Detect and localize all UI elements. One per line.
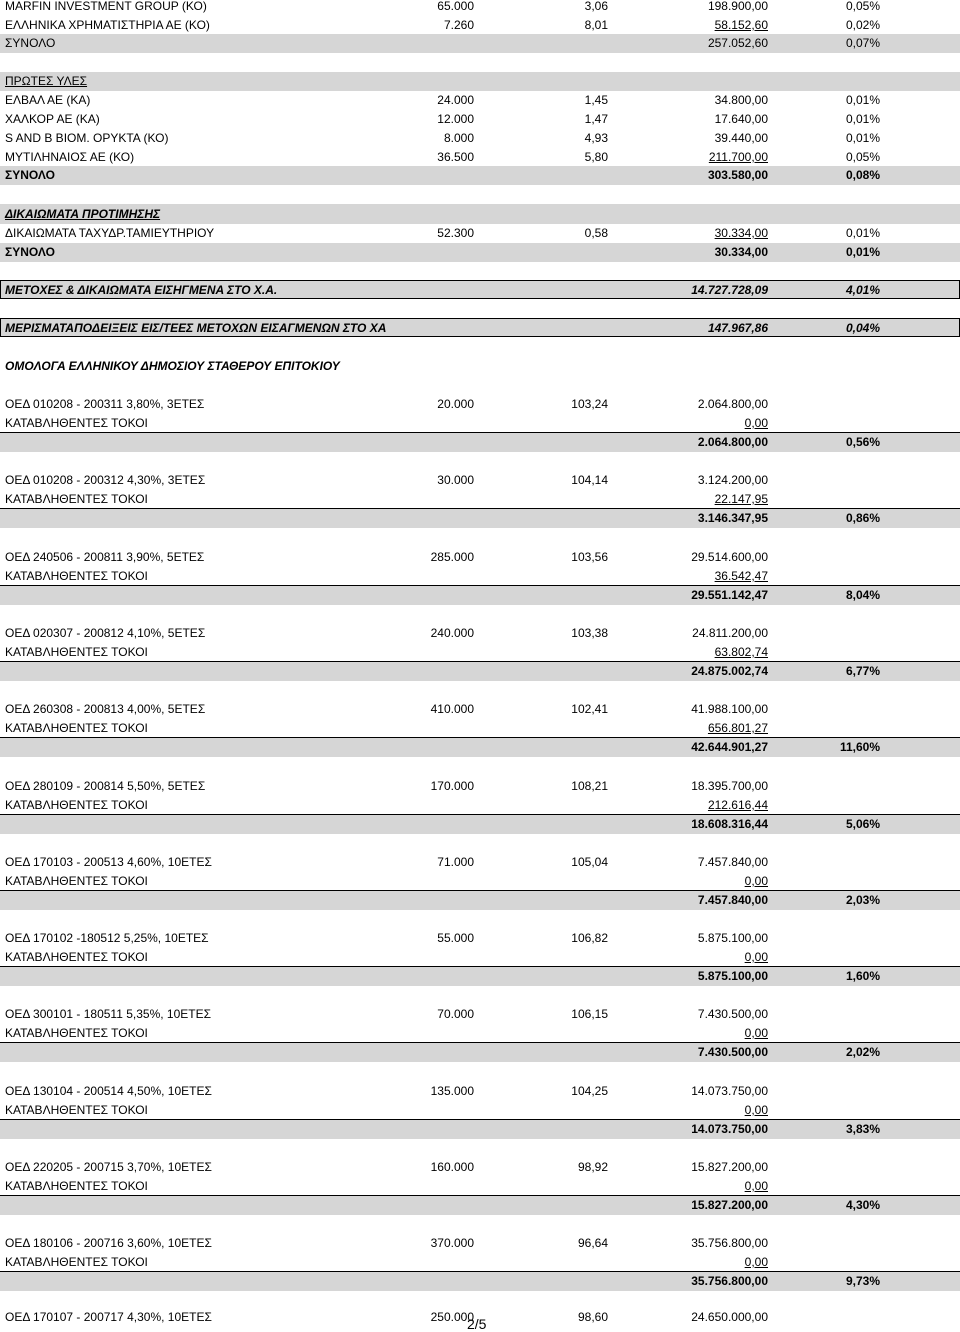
quantity: 52.300 bbox=[437, 226, 474, 240]
accrued-interest-row bbox=[0, 414, 960, 433]
section-header-rights bbox=[0, 205, 960, 224]
bond-name: ΟΕΔ 170103 - 200513 4,60%, 10ΕΤΕΣ bbox=[5, 855, 212, 869]
portfolio-percent: 0,02% bbox=[845, 18, 880, 32]
quantity: 7.260 bbox=[443, 18, 474, 32]
price: 105,04 bbox=[571, 855, 608, 869]
market-value: 14.073.750,00 bbox=[691, 1084, 768, 1098]
quantity: 30.000 bbox=[437, 473, 474, 487]
price: 106,82 bbox=[571, 931, 608, 945]
accrued-interest-row bbox=[0, 796, 960, 815]
accrued-label: ΚΑΤΑΒΛΗΘΕΝΤΕΣ ΤΟΚΟΙ bbox=[5, 721, 148, 735]
bond-total-percent: 8,04% bbox=[845, 588, 880, 602]
accrued-interest-row bbox=[0, 1101, 960, 1120]
bond-total-value: 3.146.347,95 bbox=[697, 511, 768, 525]
accrued-label: ΚΑΤΑΒΛΗΘΕΝΤΕΣ ΤΟΚΟΙ bbox=[5, 1103, 148, 1117]
bond-total-value: 7.457.840,00 bbox=[697, 893, 768, 907]
portfolio-percent: 0,01% bbox=[845, 226, 880, 240]
total-value: 303.580,00 bbox=[707, 168, 768, 182]
market-value: 198.900,00 bbox=[707, 0, 768, 13]
price: 98,92 bbox=[577, 1160, 608, 1174]
accrued-label: ΚΑΤΑΒΛΗΘΕΝΤΕΣ ΤΟΚΟΙ bbox=[5, 1255, 148, 1269]
market-value: 17.640,00 bbox=[714, 112, 768, 126]
price: 102,41 bbox=[571, 702, 608, 716]
dividends-summary-row bbox=[0, 319, 960, 338]
accrued-value: 0,00 bbox=[744, 950, 768, 964]
price: 104,25 bbox=[571, 1084, 608, 1098]
price: 98,60 bbox=[577, 1310, 608, 1324]
total-label: ΣΥΝΟΛΟ bbox=[5, 168, 55, 182]
bond-row bbox=[0, 1082, 960, 1101]
bond-total-value: 29.551.142,47 bbox=[691, 588, 768, 602]
quantity: 370.000 bbox=[430, 1236, 474, 1250]
bond-total-row bbox=[0, 433, 960, 452]
bond-name: ΟΕΔ 180106 - 200716 3,60%, 10ΕΤΕΣ bbox=[5, 1236, 212, 1250]
rights-total-row bbox=[0, 243, 960, 262]
bond-total-row bbox=[0, 1043, 960, 1062]
accrued-interest-row bbox=[0, 1024, 960, 1043]
bond-name: ΟΕΔ 260308 - 200813 4,00%, 5ΕΤΕΣ bbox=[5, 702, 206, 716]
stock-row bbox=[0, 16, 960, 35]
accrued-interest-row bbox=[0, 567, 960, 586]
bond-row bbox=[0, 853, 960, 872]
bond-total-value: 18.608.316,44 bbox=[691, 817, 768, 831]
accrued-label: ΚΑΤΑΒΛΗΘΕΝΤΕΣ ΤΟΚΟΙ bbox=[5, 645, 148, 659]
stock-row bbox=[0, 148, 960, 167]
total-value: 14.727.728,09 bbox=[691, 283, 768, 297]
security-name: ΕΛΛΗΝΙΚΑ ΧΡΗΜΑΤΙΣΤΗΡΙΑ ΑΕ (ΚΟ) bbox=[5, 18, 210, 32]
security-name: ΧΑΛΚΟΡ ΑΕ (ΚΑ) bbox=[5, 112, 100, 126]
price: 104,14 bbox=[571, 473, 608, 487]
bond-name: ΟΕΔ 220205 - 200715 3,70%, 10ΕΤΕΣ bbox=[5, 1160, 212, 1174]
bond-total-percent: 2,02% bbox=[845, 1045, 880, 1059]
bond-total-value: 5.875.100,00 bbox=[697, 969, 768, 983]
bond-total-row bbox=[0, 586, 960, 605]
bond-total-row bbox=[0, 1272, 960, 1291]
market-value: 18.395.700,00 bbox=[691, 779, 768, 793]
accrued-interest-row bbox=[0, 948, 960, 967]
market-value: 211.700,00 bbox=[708, 150, 768, 164]
section-title: ΔΙΚΑΙΩΜΑΤΑ ΠΡΟΤΙΜΗΣΗΣ bbox=[5, 207, 161, 221]
price: 103,38 bbox=[571, 626, 608, 640]
bond-name: ΟΕΔ 170107 - 200717 4,30%, 10ΕΤΕΣ bbox=[5, 1310, 212, 1324]
bond-total-row bbox=[0, 1120, 960, 1139]
market-value: 3.124.200,00 bbox=[697, 473, 768, 487]
bond-total-row bbox=[0, 738, 960, 757]
price: 1,47 bbox=[584, 112, 608, 126]
bond-total-percent: 2,03% bbox=[845, 893, 880, 907]
bond-total-row bbox=[0, 891, 960, 910]
quantity: 12.000 bbox=[437, 112, 474, 126]
accrued-value: 212.616,44 bbox=[707, 798, 768, 812]
bond-total-value: 15.827.200,00 bbox=[691, 1198, 768, 1212]
bond-total-value: 7.430.500,00 bbox=[697, 1045, 768, 1059]
price: 103,24 bbox=[571, 397, 608, 411]
section-title: ΠΡΩΤΕΣ ΥΛΕΣ bbox=[5, 74, 88, 88]
total-value: 147.967,86 bbox=[707, 321, 768, 335]
security-name: ΔΙΚΑΙΩΜΑΤΑ ΤΑΧΥΔΡ.ΤΑΜΙΕΥΤΗΡΙΟΥ bbox=[5, 226, 215, 240]
bond-total-percent: 9,73% bbox=[845, 1274, 880, 1288]
bond-row bbox=[0, 1158, 960, 1177]
market-value: 7.430.500,00 bbox=[697, 1007, 768, 1021]
price: 5,80 bbox=[584, 150, 608, 164]
bond-row bbox=[0, 929, 960, 948]
accrued-interest-row bbox=[0, 719, 960, 738]
accrued-value: 0,00 bbox=[744, 1026, 768, 1040]
accrued-value: 0,00 bbox=[744, 416, 768, 430]
security-name: MARFIN INVESTMENT GROUP (ΚΟ) bbox=[5, 0, 207, 13]
accrued-label: ΚΑΤΑΒΛΗΘΕΝΤΕΣ ΤΟΚΟΙ bbox=[5, 1026, 148, 1040]
accrued-interest-row bbox=[0, 1253, 960, 1272]
bond-total-row bbox=[0, 1196, 960, 1215]
accrued-label: ΚΑΤΑΒΛΗΘΕΝΤΕΣ ΤΟΚΟΙ bbox=[5, 416, 148, 430]
stock-row bbox=[0, 0, 960, 16]
accrued-label: ΚΑΤΑΒΛΗΘΕΝΤΕΣ ΤΟΚΟΙ bbox=[5, 1179, 148, 1193]
stock-row bbox=[0, 129, 960, 148]
section-title: ΟΜΟΛΟΓΑ ΕΛΛΗΝΙΚΟΥ ΔΗΜΟΣΙΟΥ ΣΤΑΘΕΡΟΥ ΕΠΙΤΟΚΙΟΥ bbox=[5, 359, 340, 373]
market-value: 30.334,00 bbox=[714, 226, 768, 240]
accrued-interest-row bbox=[0, 872, 960, 891]
total-percent: 0,04% bbox=[845, 321, 880, 335]
bond-row bbox=[0, 395, 960, 414]
accrued-interest-row bbox=[0, 1177, 960, 1196]
accrued-value: 656.801,27 bbox=[707, 721, 768, 735]
market-value: 24.650.000,00 bbox=[691, 1310, 768, 1324]
total-percent: 0,01% bbox=[845, 245, 880, 259]
accrued-label: ΚΑΤΑΒΛΗΘΕΝΤΕΣ ΤΟΚΟΙ bbox=[5, 492, 148, 506]
bond-name: ΟΕΔ 280109 - 200814 5,50%, 5ΕΤΕΣ bbox=[5, 779, 206, 793]
bond-total-value: 24.875.002,74 bbox=[691, 664, 768, 678]
bond-row bbox=[0, 1234, 960, 1253]
bond-name: ΟΕΔ 010208 - 200312 4,30%, 3ΕΤΕΣ bbox=[5, 473, 206, 487]
bond-total-row bbox=[0, 815, 960, 834]
bond-total-percent: 11,60% bbox=[839, 740, 880, 754]
quantity: 410.000 bbox=[430, 702, 474, 716]
bond-total-percent: 5,06% bbox=[845, 817, 880, 831]
accrued-value: 36.542,47 bbox=[714, 569, 768, 583]
market-value: 41.988.100,00 bbox=[691, 702, 768, 716]
accrued-value: 63.802,74 bbox=[714, 645, 768, 659]
bond-row bbox=[0, 777, 960, 796]
section-header-bonds bbox=[0, 357, 960, 376]
bond-name: ΟΕΔ 170102 -180512 5,25%, 10ΕΤΕΣ bbox=[5, 931, 209, 945]
bond-total-percent: 0,86% bbox=[845, 511, 880, 525]
price: 96,64 bbox=[577, 1236, 608, 1250]
bond-row bbox=[0, 1005, 960, 1024]
portfolio-percent: 0,05% bbox=[845, 0, 880, 13]
bond-name: ΟΕΔ 010208 - 200311 3,80%, 3ΕΤΕΣ bbox=[5, 397, 205, 411]
accrued-interest-row bbox=[0, 490, 960, 509]
bond-total-percent: 4,30% bbox=[845, 1198, 880, 1212]
price: 108,21 bbox=[571, 779, 608, 793]
total-percent: 0,07% bbox=[845, 36, 880, 50]
accrued-value: 0,00 bbox=[744, 1103, 768, 1117]
accrued-label: ΚΑΤΑΒΛΗΘΕΝΤΕΣ ΤΟΚΟΙ bbox=[5, 569, 148, 583]
bond-name: ΟΕΔ 300101 - 180511 5,35%, 10ΕΤΕΣ bbox=[5, 1007, 212, 1021]
bond-total-percent: 6,77% bbox=[845, 664, 880, 678]
section-header-raw-materials bbox=[0, 72, 960, 91]
bond-total-value: 42.644.901,27 bbox=[691, 740, 768, 754]
total-value: 30.334,00 bbox=[714, 245, 768, 259]
security-name: ΜΥΤΙΛΗΝΑΙΟΣ ΑΕ (ΚΟ) bbox=[5, 150, 135, 164]
quantity: 70.000 bbox=[437, 1007, 474, 1021]
quantity: 24.000 bbox=[437, 93, 474, 107]
quantity: 135.000 bbox=[430, 1084, 474, 1098]
quantity: 36.500 bbox=[437, 150, 474, 164]
market-value: 39.440,00 bbox=[714, 131, 768, 145]
market-value: 5.875.100,00 bbox=[697, 931, 768, 945]
quantity: 240.000 bbox=[430, 626, 474, 640]
bond-row bbox=[0, 624, 960, 643]
quantity: 170.000 bbox=[430, 779, 474, 793]
bond-total-percent: 1,60% bbox=[845, 969, 880, 983]
bond-total-row bbox=[0, 967, 960, 986]
quantity: 160.000 bbox=[430, 1160, 474, 1174]
stock-row bbox=[0, 91, 960, 110]
bond-name: ΟΕΔ 020307 - 200812 4,10%, 5ΕΤΕΣ bbox=[5, 626, 206, 640]
price: 103,56 bbox=[571, 550, 608, 564]
stocks-total-row bbox=[0, 34, 960, 53]
portfolio-percent: 0,01% bbox=[845, 93, 880, 107]
accrued-value: 0,00 bbox=[744, 874, 768, 888]
price: 106,15 bbox=[571, 1007, 608, 1021]
bond-row bbox=[0, 548, 960, 567]
total-percent: 0,08% bbox=[845, 168, 880, 182]
quantity: 8.000 bbox=[443, 131, 474, 145]
market-value: 29.514.600,00 bbox=[691, 550, 768, 564]
quantity: 55.000 bbox=[437, 931, 474, 945]
portfolio-percent: 0,05% bbox=[845, 150, 880, 164]
market-value: 34.800,00 bbox=[714, 93, 768, 107]
bond-total-value: 14.073.750,00 bbox=[691, 1122, 768, 1136]
quantity: 20.000 bbox=[437, 397, 474, 411]
market-value: 35.756.800,00 bbox=[691, 1236, 768, 1250]
quantity: 250.000 bbox=[430, 1310, 474, 1324]
price: 0,58 bbox=[584, 226, 608, 240]
listed-summary-row bbox=[0, 281, 960, 300]
bond-total-percent: 0,56% bbox=[845, 435, 880, 449]
portfolio-percent: 0,01% bbox=[845, 131, 880, 145]
rights-row bbox=[0, 224, 960, 243]
stock-row bbox=[0, 110, 960, 129]
security-name: ΕΛΒΑΛ ΑΕ (ΚΑ) bbox=[5, 93, 91, 107]
price: 1,45 bbox=[584, 93, 608, 107]
total-value: 257.052,60 bbox=[707, 36, 768, 50]
page-number: 2/5 bbox=[467, 1316, 487, 1332]
accrued-label: ΚΑΤΑΒΛΗΘΕΝΤΕΣ ΤΟΚΟΙ bbox=[5, 874, 148, 888]
bond-total-row bbox=[0, 662, 960, 681]
total-label: ΜΕΡΙΣΜΑΤΑΠΟΔΕΙΞΕΙΣ ΕΙΣ/ΤΕΕΣ ΜΕΤΟΧΩΝ ΕΙΣΑΓΜΕΝΩΝ ΣΤΟ ΧΑ bbox=[5, 321, 387, 335]
market-value: 24.811.200,00 bbox=[692, 626, 768, 640]
bond-total-percent: 3,83% bbox=[845, 1122, 880, 1136]
bond-total-value: 2.064.800,00 bbox=[697, 435, 768, 449]
total-label: ΣΥΝΟΛΟ bbox=[5, 245, 55, 259]
price: 8,01 bbox=[584, 18, 608, 32]
market-value: 7.457.840,00 bbox=[697, 855, 768, 869]
market-value: 15.827.200,00 bbox=[691, 1160, 768, 1174]
accrued-interest-row bbox=[0, 643, 960, 662]
accrued-label: ΚΑΤΑΒΛΗΘΕΝΤΕΣ ΤΟΚΟΙ bbox=[5, 950, 148, 964]
bond-total-value: 35.756.800,00 bbox=[691, 1274, 768, 1288]
accrued-value: 0,00 bbox=[744, 1179, 768, 1193]
quantity: 71.000 bbox=[437, 855, 474, 869]
total-percent: 4,01% bbox=[845, 283, 880, 297]
total-label: ΜΕΤΟΧΕΣ & ΔΙΚΑΙΩΜΑΤΑ ΕΙΣΗΓΜΕΝΑ ΣΤΟ Χ.Α. bbox=[5, 283, 278, 297]
quantity: 65.000 bbox=[437, 0, 474, 13]
bond-name: ΟΕΔ 240506 - 200811 3,90%, 5ΕΤΕΣ bbox=[5, 550, 205, 564]
price: 4,93 bbox=[584, 131, 608, 145]
accrued-label: ΚΑΤΑΒΛΗΘΕΝΤΕΣ ΤΟΚΟΙ bbox=[5, 798, 148, 812]
market-value: 2.064.800,00 bbox=[697, 397, 768, 411]
total-label: ΣΥΝΟΛΟ bbox=[5, 36, 56, 50]
bond-row bbox=[0, 700, 960, 719]
bond-name: ΟΕΔ 130104 - 200514 4,50%, 10ΕΤΕΣ bbox=[5, 1084, 212, 1098]
portfolio-percent: 0,01% bbox=[845, 112, 880, 126]
bond-total-row bbox=[0, 509, 960, 528]
market-value: 58.152,60 bbox=[714, 18, 768, 32]
accrued-value: 22.147,95 bbox=[714, 492, 768, 506]
raw-materials-total-row bbox=[0, 166, 960, 185]
price: 3,06 bbox=[584, 0, 608, 13]
bond-row bbox=[0, 471, 960, 490]
quantity: 285.000 bbox=[430, 550, 474, 564]
security-name: S AND B ΒΙΟΜ. ΟΡΥΚΤΑ (ΚΟ) bbox=[5, 131, 169, 145]
accrued-value: 0,00 bbox=[744, 1255, 768, 1269]
